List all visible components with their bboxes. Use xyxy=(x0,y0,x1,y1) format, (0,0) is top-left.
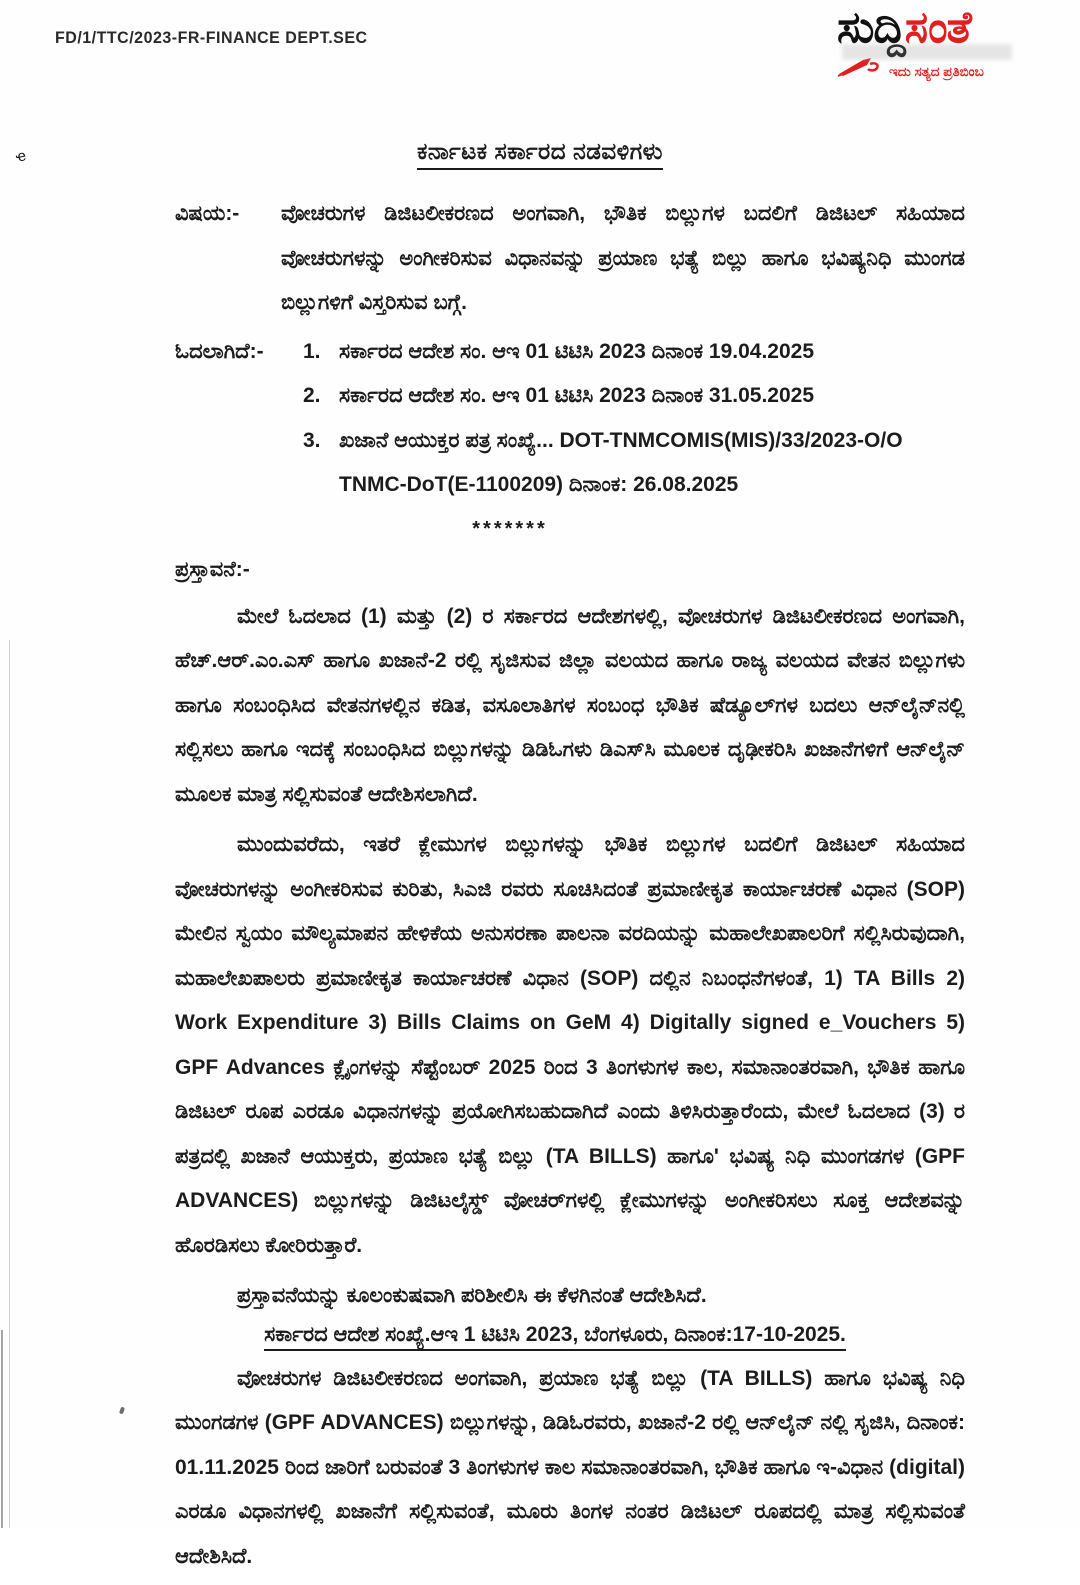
ink-mark: ҽ xyxy=(14,147,28,166)
read-item xyxy=(303,374,965,419)
read-section xyxy=(175,330,965,508)
order-paragraph: ವೋಚರುಗಳ ಡಿಜಿಟಲೀಕರಣದ ಅಂಗವಾಗಿ, ಪ್ರಯಾಣ ಭತ್ಯೆ ಬಿಲ್ಲು (TA BILLS) ಹಾಗೂ ಭವಿಷ್ಯ ನಿಧಿ ಮುಂಗಡಗಳ (GPF ADVANCES) ಬಿಲ್ಲುಗಳನ್ನು, ಡಿಡಿಓರವರು, ಖಜಾನೆ-2 ರಲ್ಲಿ ಆನ್‌ಲೈನ್ ನಲ್ಲಿ ಸೃಜಿಸಿ, ದಿನಾಂಕ: 01.11.2025 ರಿಂದ ಜಾರಿಗೆ ಬರುವಂತೆ 3 ತಿಂಗಳುಗಳ ಕಾಲ ಸಮಾನಾಂತರವಾಗಿ, ಭೌತಿಕ ಹಾಗೂ ಇ-ವಿಧಾನ (digital) ಎರಡೂ ವಿಧಾನಗಳಲ್ಲಿ ಖಜಾನೆಗೆ ಸಲ್ಲಿಸುವಂತೆ, ಮೂರು ತಿಂಗಳ ನಂತರ ಡಿಜಿಟಲ್ ರೂಪದಲ್ಲಿ ಮಾತ್ರ ಸಲ್ಲಿಸುವಂತೆ ಆದೇಶಿಸಿದೆ. xyxy=(175,1366,965,1568)
read-list xyxy=(303,330,965,508)
read-item-text: ಸರ್ಕಾರದ ಆದೇಶ ಸಂ. ಆಇ 01 ಟಿಟಿಸಿ 2023 ದಿನಾಂಕ 19.04.2025 xyxy=(339,339,815,363)
logo-word-black: ಸುದ್ದಿ xyxy=(837,3,905,52)
logo-word-red: ಸಂತೆ xyxy=(904,3,971,52)
asterisk-separator: ******* xyxy=(472,517,548,540)
logo-tagline: ಇದು ಸತ್ಯದ ಪ್ರತಿಬಿಂಬ xyxy=(889,63,984,79)
preamble-label: ಪ್ರಸ್ತಾವನೆ:- xyxy=(175,557,250,581)
faded-date-stamp xyxy=(842,44,1012,60)
document-body xyxy=(175,138,965,1585)
suddi-santhe-logo xyxy=(837,3,1052,79)
order-number-heading: ಸರ್ಕಾರದ ಆದೇಶ ಸಂಖ್ಯೆ.ಆಇ 1 ಟಿಟಿಸಿ 2023, ಬೆಂಗಳೂರು, ದಿನಾಂಕ:17-10-2025. xyxy=(264,1323,846,1351)
scan-speck xyxy=(119,1407,125,1415)
scan-edge-line-bottom xyxy=(1,1330,3,1528)
read-label: ಓದಲಾಗಿದೆ:- xyxy=(175,339,264,363)
preamble-paragraph-2: ಮುಂದುವರೆದು, ಇತರೆ ಕ್ಲೇಮುಗಳ ಬಿಲ್ಲುಗಳನ್ನು ಭೌತಿಕ ಬಿಲ್ಲುಗಳ ಬದಲಿಗೆ ಡಿಜಿಟಲ್ ಸಹಿಯಾದ ವೋಚರುಗಳನ್ನು ಅಂಗೀಕರಿಸುವ ಕುರಿತು, ಸಿಎಜಿ ರವರು ಸೂಚಿಸಿದಂತೆ ಪ್ರಮಾಣೀಕೃತ ಕಾರ್ಯಾಚರಣೆ ವಿಧಾನ (SOP) ಮೇಲಿನ ಸ್ವಯಂ ಮೌಲ್ಯಮಾಪನ ಹೇಳಿಕೆಯ ಅನುಸರಣಾ ಪಾಲನಾ ವರದಿಯನ್ನು ಮಹಾಲೇಖಪಾಲರಿಗೆ ಸಲ್ಲಿಸಿರುವುದಾಗಿ, ಮಹಾಲೇಖಪಾಲರು ಪ್ರಮಾಣೀಕೃತ ಕಾರ್ಯಾಚರಣೆ ವಿಧಾನ (SOP) ದಲ್ಲಿನ ನಿಬಂಧನೆಗಳಂತೆ, 1) TA Bills 2) Work Expenditure 3) Bills Claims on GeM 4) Digitally signed e_Vouchers 5) GPF Advances ಕ್ಲೈಂಗಳನ್ನು ಸೆಪ್ಟೆಂಬರ್ 2025 ರಿಂದ 3 ತಿಂಗಳುಗಳ ಕಾಲ, ಸಮಾನಾಂತರವಾಗಿ, ಭೌತಿಕ ಹಾಗೂ ಡಿಜಿಟಲ್ ರೂಪ ಎರಡೂ ವಿಧಾನಗಳನ್ನು ಪ್ರಯೋಗಿಸಬಹುದಾಗಿದೆ ಎಂದು ತಿಳಿಸಿರುತ್ತಾರೆಂದು, ಮೇಲೆ ಓದಲಾದ (3) ರ ಪತ್ರದಲ್ಲಿ ಖಜಾನೆ ಆಯುಕ್ತರು, ಪ್ರಯಾಣ ಭತ್ಯೆ ಬಿಲ್ಲು (TA BILLS) ಹಾಗೂ' ಭವಿಷ್ಯ ನಿಧಿ ಮುಂಗಡಗಳ (GPF ADVANCES) ಬಿಲ್ಲುಗಳನ್ನು ಡಿಜಿಟಲೈಸ್ಡ್ ವೋಚರ್‌ಗಳಲ್ಲಿ ಕ್ಲೇಮುಗಳನ್ನು ಅಂಗೀಕರಿಸಲು ಸೂಕ್ತ ಆದೇಶವನ್ನು ಹೊರಡಿಸಲು ಕೋರಿರುತ್ತಾರೆ. xyxy=(175,833,965,1257)
read-item xyxy=(303,330,965,375)
read-item-number: 2. xyxy=(303,384,321,408)
read-item xyxy=(303,419,965,508)
file-reference-number: FD/1/TTC/2023-FR-FINANCE DEPT.SEC xyxy=(55,29,368,48)
scan-edge-line xyxy=(9,640,10,1528)
subject-text: ವೋಚರುಗಳ ಡಿಜಿಟಲೀಕರಣದ ಅಂಗವಾಗಿ, ಭೌತಿಕ ಬಿಲ್ಲುಗಳ ಬದಲಿಗೆ ಡಿಜಿಟಲ್ ಸಹಿಯಾದ ವೋಚರುಗಳನ್ನು ಅಂಗೀಕರಿಸುವ ವಿಧಾನವನ್ನು ಪ್ರಯಾಣ ಭತ್ಯೆ ಬಿಲ್ಲು ಹಾಗೂ ಭವಿಷ್ಯನಿಧಿ ಮುಂಗಡ ಬಿಲ್ಲುಗಳಿಗೆ ವಿಸ್ತರಿಸುವ ಬಗ್ಗೆ. xyxy=(281,202,965,315)
read-item-number: 3. xyxy=(303,428,321,452)
subject-label: ವಿಷಯ:- xyxy=(175,202,240,225)
preamble-paragraph-1: ಮೇಲೆ ಓದಲಾದ (1) ಮತ್ತು (2) ರ ಸರ್ಕಾರದ ಆದೇಶಗಳಲ್ಲಿ, ವೋಚರುಗಳ ಡಿಜಿಟಲೀಕರಣದ ಅಂಗವಾಗಿ, ಹೆಚ್.ಆರ್.ಎಂ.ಎಸ್ ಹಾಗೂ ಖಜಾನೆ-2 ರಲ್ಲಿ ಸೃಜಿಸುವ ಜಿಲ್ಲಾ ವಲಯದ ಹಾಗೂ ರಾಜ್ಯ ವಲಯದ ವೇತನ ಬಿಲ್ಲುಗಳು ಹಾಗೂ ಸಂಬಂಧಿಸಿದ ವೇತನಗಳಲ್ಲಿನ ಕಡಿತ, ವಸೂಲಾತಿಗಳ ಸಂಬಂಧ ಭೌತಿಕ ಷೆಡ್ಯೂಲ್‌ಗಳ ಬದಲು ಆನ್‌ಲೈನ್‌ನಲ್ಲಿ ಸಲ್ಲಿಸಲು ಹಾಗೂ ಇದಕ್ಕೆ ಸಂಬಂಧಿಸಿದ ಬಿಲ್ಲುಗಳನ್ನು ಡಿಡಿಓಗಳು ಡಿಎಸ್‌ಸಿ ಮೂಲಕ ದೃಢೀಕರಿಸಿ ಖಜಾನೆಗಳಿಗೆ ಆನ್‌ಲೈನ್ ಮೂಲಕ ಮಾತ್ರ ಸಲ್ಲಿಸುವಂತೆ ಆದೇಶಿಸಲಾಗಿದೆ. xyxy=(175,604,965,806)
preamble-paragraph-3: ಪ್ರಸ್ತಾವನೆಯನ್ನು ಕೂಲಂಕುಷವಾಗಿ ಪರಿಶೀಲಿಸಿ ಈ ಕೆಳಗಿನಂತೆ ಆದೇಶಿಸಿದೆ. xyxy=(237,1284,707,1308)
read-item-text: ಸರ್ಕಾರದ ಆದೇಶ ಸಂ. ಆಇ 01 ಟಿಟಿಸಿ 2023 ದಿನಾಂಕ 31.05.2025 xyxy=(339,384,815,408)
document-title: ಕರ್ನಾಟಕ ಸರ್ಕಾರದ ನಡವಳಿಗಳು xyxy=(417,138,663,170)
read-item-text: ಖಜಾನೆ ಆಯುಕ್ತರ ಪತ್ರ ಸಂಖ್ಯೆ... DOT-TNMCOMIS(MIS)/33/2023-O/O TNMC-DoT(E-1100209) ದಿನಾಂಕ: 26.08.2025 xyxy=(339,428,903,497)
read-item-number: 1. xyxy=(303,339,321,363)
subject-section xyxy=(175,192,965,326)
